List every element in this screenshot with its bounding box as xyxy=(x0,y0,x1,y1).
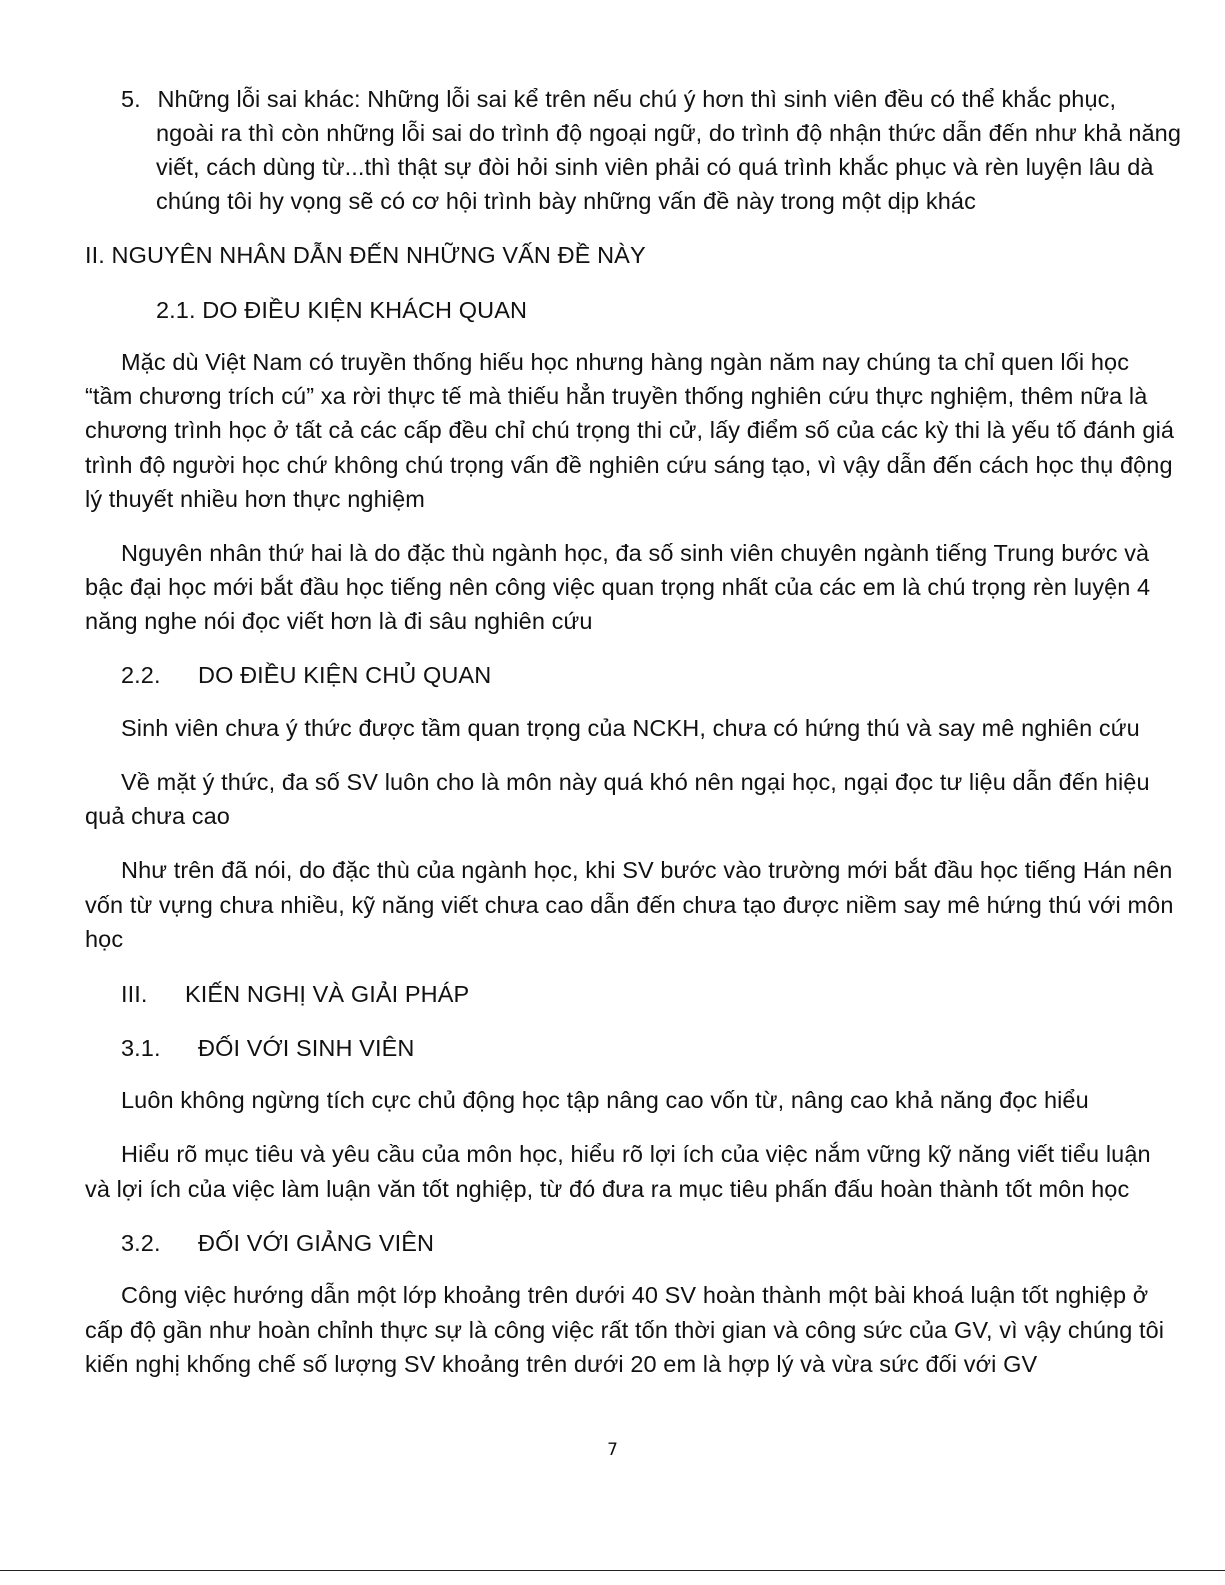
paragraph-line: “tầm chương trích cú” xa rời thực tế mà thiếu hẳn truyền thống nghiên cứu thực nghiệm, thêm nữa là xyxy=(85,383,1148,409)
paragraph-line: Về mặt ý thức, đa số SV luôn cho là môn này quá khó nên ngại học, ngại đọc tư liệu dẫn đến hiệu xyxy=(121,769,1150,795)
list-item-5-line-3: viết, cách dùng từ...thì thật sự đòi hỏi sinh viên phải có quá trình khắc phục và rèn luyện lâu dà xyxy=(156,154,1154,180)
section-2-heading: II. NGUYÊN NHÂN DẪN ĐẾN NHỮNG VẤN ĐỀ NÀY xyxy=(85,242,646,268)
paragraph-line: cấp độ gần như hoàn chỉnh thực sự là công việc rất tốn thời gian và công sức của GV, vì vậy chúng tôi xyxy=(85,1317,1165,1343)
subsection-number: 2.2. xyxy=(121,662,161,688)
paragraph-line: trình độ người học chứ không chú trọng vấn đề nghiên cứu sáng tạo, vì vậy dẫn đến cách học thụ động xyxy=(85,452,1173,478)
paragraph-line: Mặc dù Việt Nam có truyền thống hiếu học nhưng hàng ngàn năm nay chúng ta chỉ quen lối học xyxy=(121,349,1130,375)
paragraph-line: Như trên đã nói, do đặc thù của ngành học, khi SV bước vào trường mới bắt đầu học tiếng Hán nên xyxy=(121,857,1173,883)
paragraph-line: vốn từ vựng chưa nhiều, kỹ năng viết chưa cao dẫn đến chưa tạo được niềm say mê hứng thú với môn xyxy=(85,892,1174,918)
subsection-2-1-heading: 2.1. DO ĐIỀU KIỆN KHÁCH QUAN xyxy=(156,297,528,323)
paragraph-line: lý thuyết nhiều hơn thực nghiệm xyxy=(85,486,425,512)
section-3-heading: III. KIẾN NGHỊ VÀ GIẢI PHÁP xyxy=(121,981,470,1007)
subsection-number: 3.1. xyxy=(121,1035,161,1061)
paragraph-line: học xyxy=(85,926,124,952)
paragraph-line: quả chưa cao xyxy=(85,803,230,829)
section-number: III. xyxy=(121,981,148,1007)
paragraph-line: kiến nghị khống chế số lượng SV khoảng trên dưới 20 em là hợp lý và vừa sức đối với GV xyxy=(85,1351,1038,1377)
paragraph-line: Công việc hướng dẫn một lớp khoảng trên dưới 40 SV hoàn thành một bài khoá luận tốt nghiệp ở xyxy=(121,1282,1149,1308)
subsection-2-2-heading: 2.2. DO ĐIỀU KIỆN CHỦ QUAN xyxy=(121,662,492,688)
subsection-number: 3.2. xyxy=(121,1230,161,1256)
paragraph-line: và lợi ích của việc làm luận văn tốt nghiệp, từ đó đưa ra mục tiêu phấn đấu hoàn thành tốt môn học xyxy=(85,1176,1130,1202)
page-bottom-edge xyxy=(0,1570,1225,1571)
subsection-3-2-heading: 3.2. ĐỐI VỚI GIẢNG VIÊN xyxy=(121,1230,435,1256)
list-item-5-line-1: 5. Những lỗi sai khác: Những lỗi sai kể trên nếu chú ý hơn thì sinh viên đều có thể khắc phục, xyxy=(121,86,1117,112)
list-item-5-line-2: ngoài ra thì còn những lỗi sai do trình độ ngoại ngữ, do trình độ nhận thức dẫn đến như khả năng xyxy=(156,120,1181,146)
page-number: 7 xyxy=(607,1440,618,1460)
paragraph-line: Hiểu rõ mục tiêu và yêu cầu của môn học, hiểu rõ lợi ích của việc nắm vững kỹ năng viết tiểu luận xyxy=(121,1141,1151,1167)
paragraph-line: Sinh viên chưa ý thức được tầm quan trọng của NCKH, chưa có hứng thú và say mê nghiên cứu xyxy=(121,715,1140,741)
paragraph-line: Luôn không ngừng tích cực chủ động học tập nâng cao vốn từ, nâng cao khả năng đọc hiểu xyxy=(121,1087,1089,1113)
paragraph-line: chương trình học ở tất cả các cấp đều chỉ chú trọng thi cử, lấy điểm số của các kỳ thi là yếu tố đánh giá xyxy=(85,417,1175,443)
paragraph-line: bậc đại học mới bắt đầu học tiếng nên công việc quan trọng nhất của các em là chú trọng rèn luyện 4 xyxy=(85,574,1151,600)
list-item-5-line-4: chúng tôi hy vọng sẽ có cơ hội trình bày những vấn đề này trong một dịp khác xyxy=(156,188,976,214)
paragraph-line: Nguyên nhân thứ hai là do đặc thù ngành học, đa số sinh viên chuyên ngành tiếng Trung bước và xyxy=(121,540,1150,566)
list-item-number: 5. xyxy=(121,86,141,112)
paragraph-line: năng nghe nói đọc viết hơn là đi sâu nghiên cứu xyxy=(85,608,593,634)
subsection-3-1-heading: 3.1. ĐỐI VỚI SINH VIÊN xyxy=(121,1035,415,1061)
